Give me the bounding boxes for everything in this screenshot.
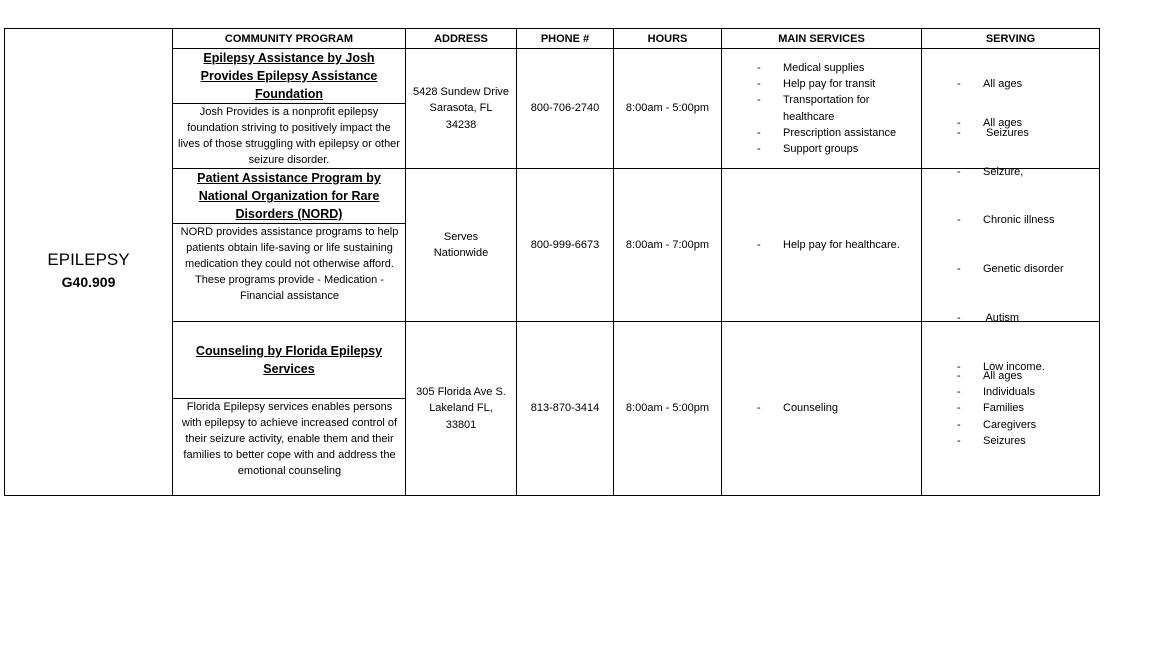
serving-item: - All ages: [957, 115, 1064, 131]
header-hours: HOURS: [647, 32, 688, 45]
serving-item: - Seizure,: [957, 164, 1064, 180]
service-item: - Counseling: [757, 400, 838, 416]
serving-item: - Caregivers: [957, 417, 1036, 433]
header-program: COMMUNITY PROGRAM: [224, 32, 354, 45]
service-item: - Medical supplies: [757, 60, 896, 76]
program-description: NORD provides assistance programs to help patients obtain life-saving or life sustaining medication they could not otherwise afford. These programs provide - Medication - Financial assistance: [180, 226, 399, 302]
program-phone: 800-706-2740: [530, 102, 600, 115]
program-phone: 800-999-6673: [530, 238, 600, 251]
condition-cell: [5, 29, 172, 495]
serving-item: - Seizures: [957, 433, 1036, 449]
service-item: - Support groups: [757, 141, 896, 157]
serving-item: - Families: [957, 400, 1036, 416]
condition-code: G40.909: [61, 274, 116, 290]
serving-item: - Individuals: [957, 384, 1036, 400]
condition-name: EPILEPSY: [47, 250, 130, 269]
serving-item: - All ages: [957, 76, 1029, 92]
program-description: Florida Epilepsy services enables persons with epilepsy to achieve increased control of their seizure activity, enable them and their families to better cope with and address the emotional counseling: [181, 401, 398, 477]
serving-item: - Low income.: [957, 359, 1064, 375]
serving-item: - Genetic disorder: [957, 261, 1064, 277]
serving-item: - Seizures: [957, 125, 1029, 141]
program-services: [757, 322, 919, 495]
serving-item: - Chronic illness: [957, 212, 1064, 228]
program-serving: [957, 322, 1097, 495]
program-address: 305 Florida Ave S. Lakeland FL, 33801: [416, 385, 506, 431]
header-address: ADDRESS: [434, 32, 488, 45]
program-phone: 813-870-3414: [530, 402, 600, 415]
service-item: - Help pay for healthcare.: [757, 237, 900, 253]
header-services: MAIN SERVICES: [778, 32, 865, 45]
program-title: Counseling by Florida Epilepsy Services: [195, 344, 383, 376]
program-hours: 8:00am - 7:00pm: [625, 238, 710, 251]
program-hours: 8:00am - 5:00pm: [625, 402, 710, 415]
header-serving: SERVING: [985, 32, 1036, 45]
service-item: - Help pay for transit: [757, 76, 896, 92]
serving-item: - Autism: [957, 310, 1064, 326]
header-phone: PHONE #: [540, 32, 590, 45]
program-address: 5428 Sundew Drive Sarasota, FL 34238: [413, 85, 510, 131]
program-hours: 8:00am - 5:00pm: [625, 102, 710, 115]
program-address: Serves Nationwide: [433, 230, 489, 259]
program-title: Epilepsy Assistance by Josh Provides Epilepsy Assistance Foundation: [200, 51, 378, 101]
program-description: Josh Provides is a nonprofit epilepsy foundation striving to positively impact the lives of those struggling with epilepsy or other seizure disorder.: [178, 106, 400, 166]
serving-item: - All ages: [957, 368, 1036, 384]
program-services: [757, 49, 919, 168]
service-item: - Transportation for healthcare: [757, 92, 893, 125]
service-item: - Prescription assistance: [757, 125, 896, 141]
program-services: [757, 169, 919, 321]
program-title: Patient Assistance Program by National Organization for Rare Disorders (NORD): [197, 171, 381, 221]
